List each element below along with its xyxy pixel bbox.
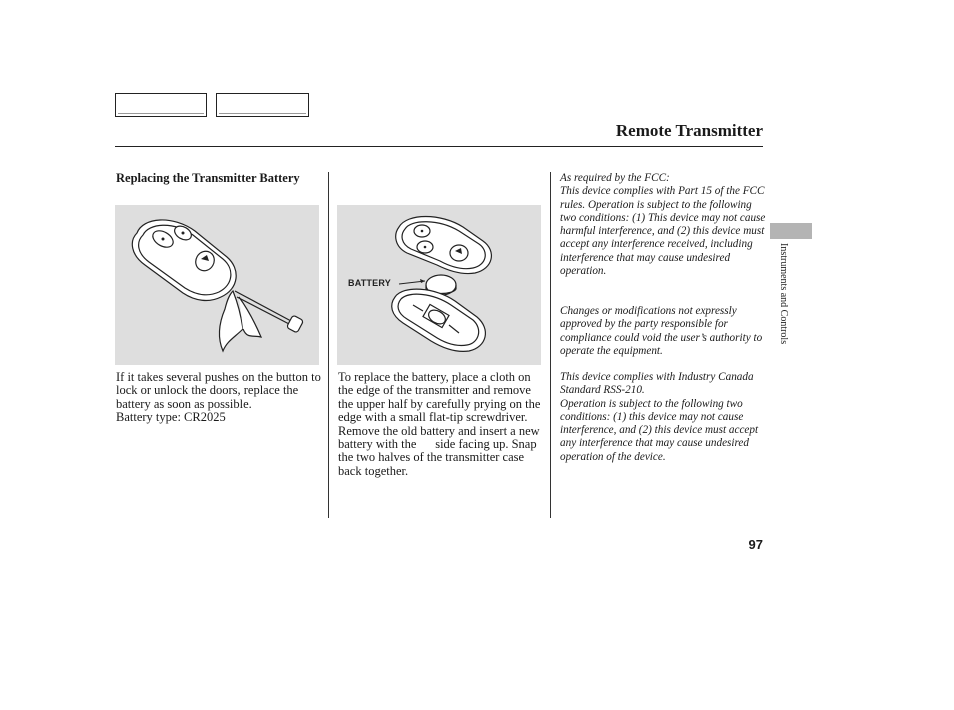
- section-heading: Replacing the Transmitter Battery: [116, 171, 300, 185]
- section-tab-marker: [770, 223, 812, 239]
- fcc-changes-text: Changes or modifications not expressly approved by the party responsible for compliance could void the user’s authority to operate the equipment.: [560, 305, 763, 357]
- fcc-compliance-text: This device complies with Part 15 of the FCC rules. Operation is subject to the following two conditions: (1) This device may not cause harmful interference, and (2) this device must accept any interference received, including interference that may cause undesired operation.: [560, 185, 766, 278]
- nav-box-contents[interactable]: [115, 93, 207, 117]
- page-number: 97: [748, 537, 763, 552]
- battery-warning-paragraph: If it takes several pushes on the button to lock or unlock the doors, replace the battery as soon as possible.: [116, 370, 321, 411]
- fob-with-cloth-illustration: [115, 205, 319, 365]
- battery-replacement-illustration: [337, 205, 541, 365]
- fob-with-cloth-drawing: [115, 205, 319, 365]
- title-divider: [115, 146, 763, 147]
- section-side-label: Instruments and Controls: [778, 243, 789, 345]
- column-divider-1: [328, 172, 329, 518]
- fcc-intro: As required by the FCC:: [560, 172, 670, 184]
- column-2-text: [338, 371, 544, 478]
- column-divider-2: [550, 172, 551, 518]
- industry-canada-text: This device complies with Industry Canada Standard RSS-210.: [560, 371, 754, 397]
- column-1-text: [116, 371, 321, 425]
- battery-type-line: Battery type: CR2025: [116, 410, 226, 425]
- replacement-instructions: To replace the battery, place a cloth on the edge of the transmitter and remove the upper half by carefully prying on the edge with a small flat-tip screwdriver. Remove the old battery and insert a new battery with the side facing up. Snap the two halves of the transmitter case back together.: [338, 370, 544, 478]
- nav-box-index[interactable]: [216, 93, 309, 117]
- industry-canada-block: [560, 371, 766, 464]
- fcc-changes-block: [560, 305, 766, 358]
- operation-conditions-text: Operation is subject to the following two conditions: (1) this device may not cause interference, and (2) this device must accept any interference that may cause undesired operation of the device.: [560, 397, 759, 463]
- fcc-compliance-block: [560, 172, 766, 278]
- battery-callout-label: BATTERY: [348, 278, 391, 288]
- page-title: Remote Transmitter: [615, 121, 763, 140]
